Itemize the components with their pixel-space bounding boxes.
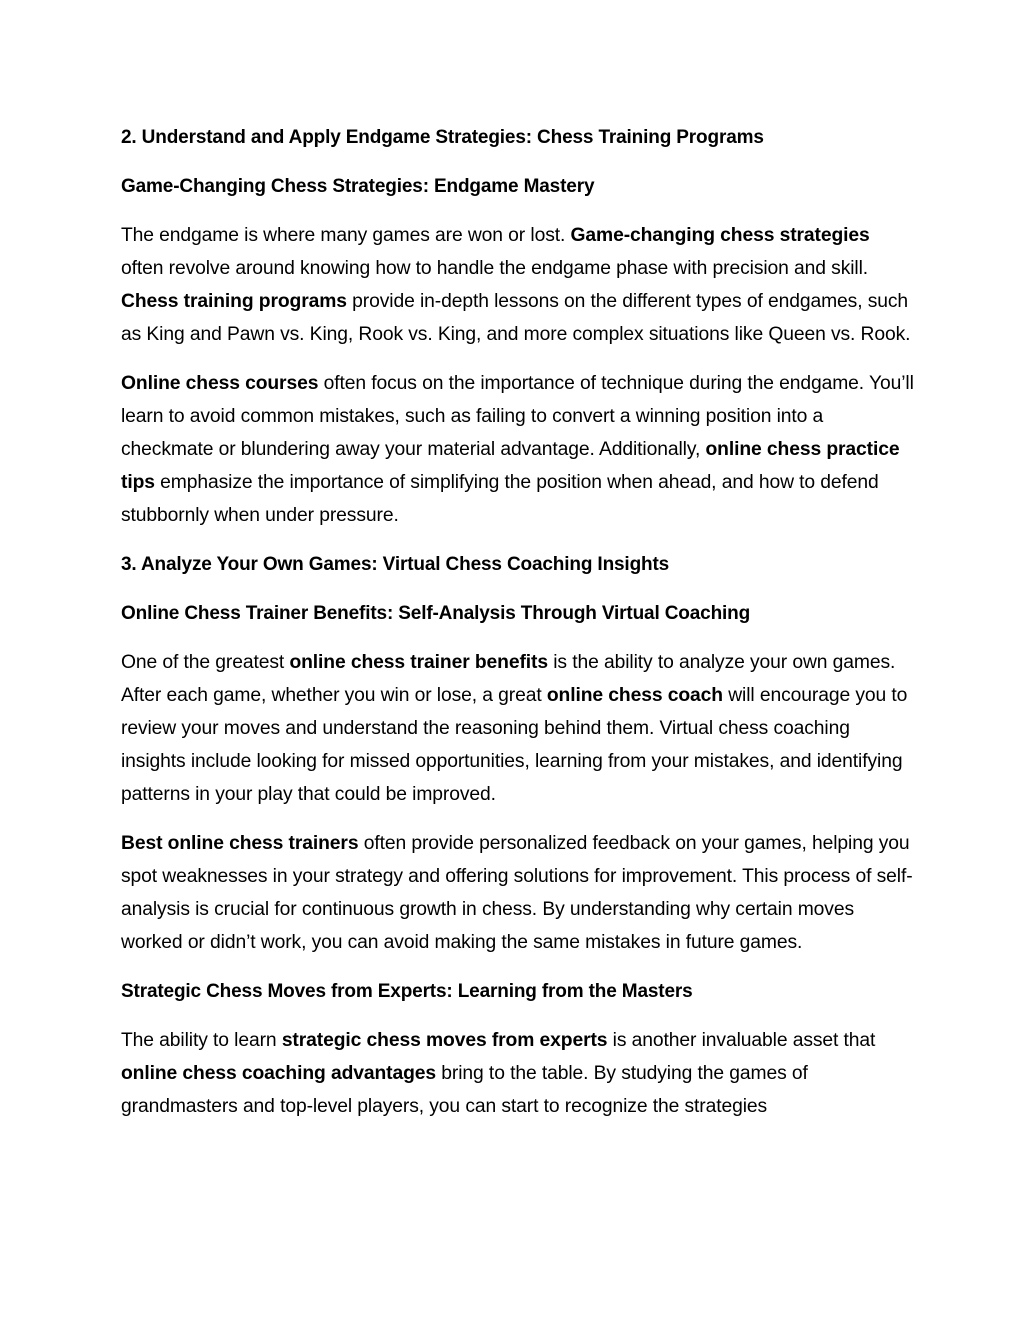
bold-phrase: online chess coaching advantages bbox=[121, 1063, 437, 1084]
subheading-endgame-mastery: Game-Changing Chess Strategies: Endgame Mastery bbox=[121, 176, 595, 197]
bold-phrase: strategic chess moves from experts bbox=[281, 1030, 608, 1051]
subheading-trainer-benefits: Online Chess Trainer Benefits: Self-Analysis Through Virtual Coaching bbox=[121, 603, 751, 624]
section-heading-endgame-strategies: 2. Understand and Apply Endgame Strategies: Chess Training Programs bbox=[121, 127, 764, 148]
paragraph-online-courses: Online chess courses often focus on the importance of technique during the endgame. You’ll learn to avoid common mistakes, such as failing to convert a winning position into a checkmate or blundering away your material advantage. Additionally, online chess practice tips emphasize the importance of simplifying the position when ahead, and how to defend stubbornly when under pressure. bbox=[121, 373, 914, 526]
bold-phrase: Online chess courses bbox=[121, 373, 319, 394]
section-heading-analyze-games: 3. Analyze Your Own Games: Virtual Chess Coaching Insights bbox=[121, 554, 670, 575]
bold-phrase: online chess practice tips bbox=[121, 439, 900, 493]
subheading-strategic-moves: Strategic Chess Moves from Experts: Learning from the Masters bbox=[121, 981, 693, 1002]
paragraph-personalized-feedback: Best online chess trainers often provide personalized feedback on your games, helping you spot weaknesses in your strategy and offering solutions for improvement. This process of self-analysis is crucial for continuous growth in chess. By understanding why certain moves worked or didn’t work, you can avoid making the same mistakes in future games. bbox=[121, 833, 913, 953]
paragraph-learning-from-masters: The ability to learn strategic chess moves from experts is another invaluable asset that online chess coaching advantages bring to the table. By studying the games of grandmasters and top-level players, you can start to recognize the strategies bbox=[121, 1030, 876, 1117]
paragraph-endgame-intro: The endgame is where many games are won or lost. Game-changing chess strategies often revolve around knowing how to handle the endgame phase with precision and skill. Chess training programs provide in-depth lessons on the different types of endgames, such as King and Pawn vs. King, Rook vs. King, and more complex situations like Queen vs. Rook. bbox=[121, 225, 911, 345]
bold-phrase: Best online chess trainers bbox=[121, 833, 359, 854]
paragraph-self-analysis: One of the greatest online chess trainer benefits is the ability to analyze your own games. After each game, whether you win or lose, a great online chess coach will encourage you to review your moves and understand the reasoning behind them. Virtual chess coaching insights include looking for missed opportunities, learning from your mistakes, and identifying patterns in your play that could be improved. bbox=[121, 652, 908, 805]
bold-phrase: Chess training programs bbox=[121, 291, 347, 312]
bold-phrase: Game-changing chess strategies bbox=[570, 225, 870, 246]
bold-phrase: online chess coach bbox=[546, 685, 723, 706]
bold-phrase: online chess trainer benefits bbox=[289, 652, 548, 673]
